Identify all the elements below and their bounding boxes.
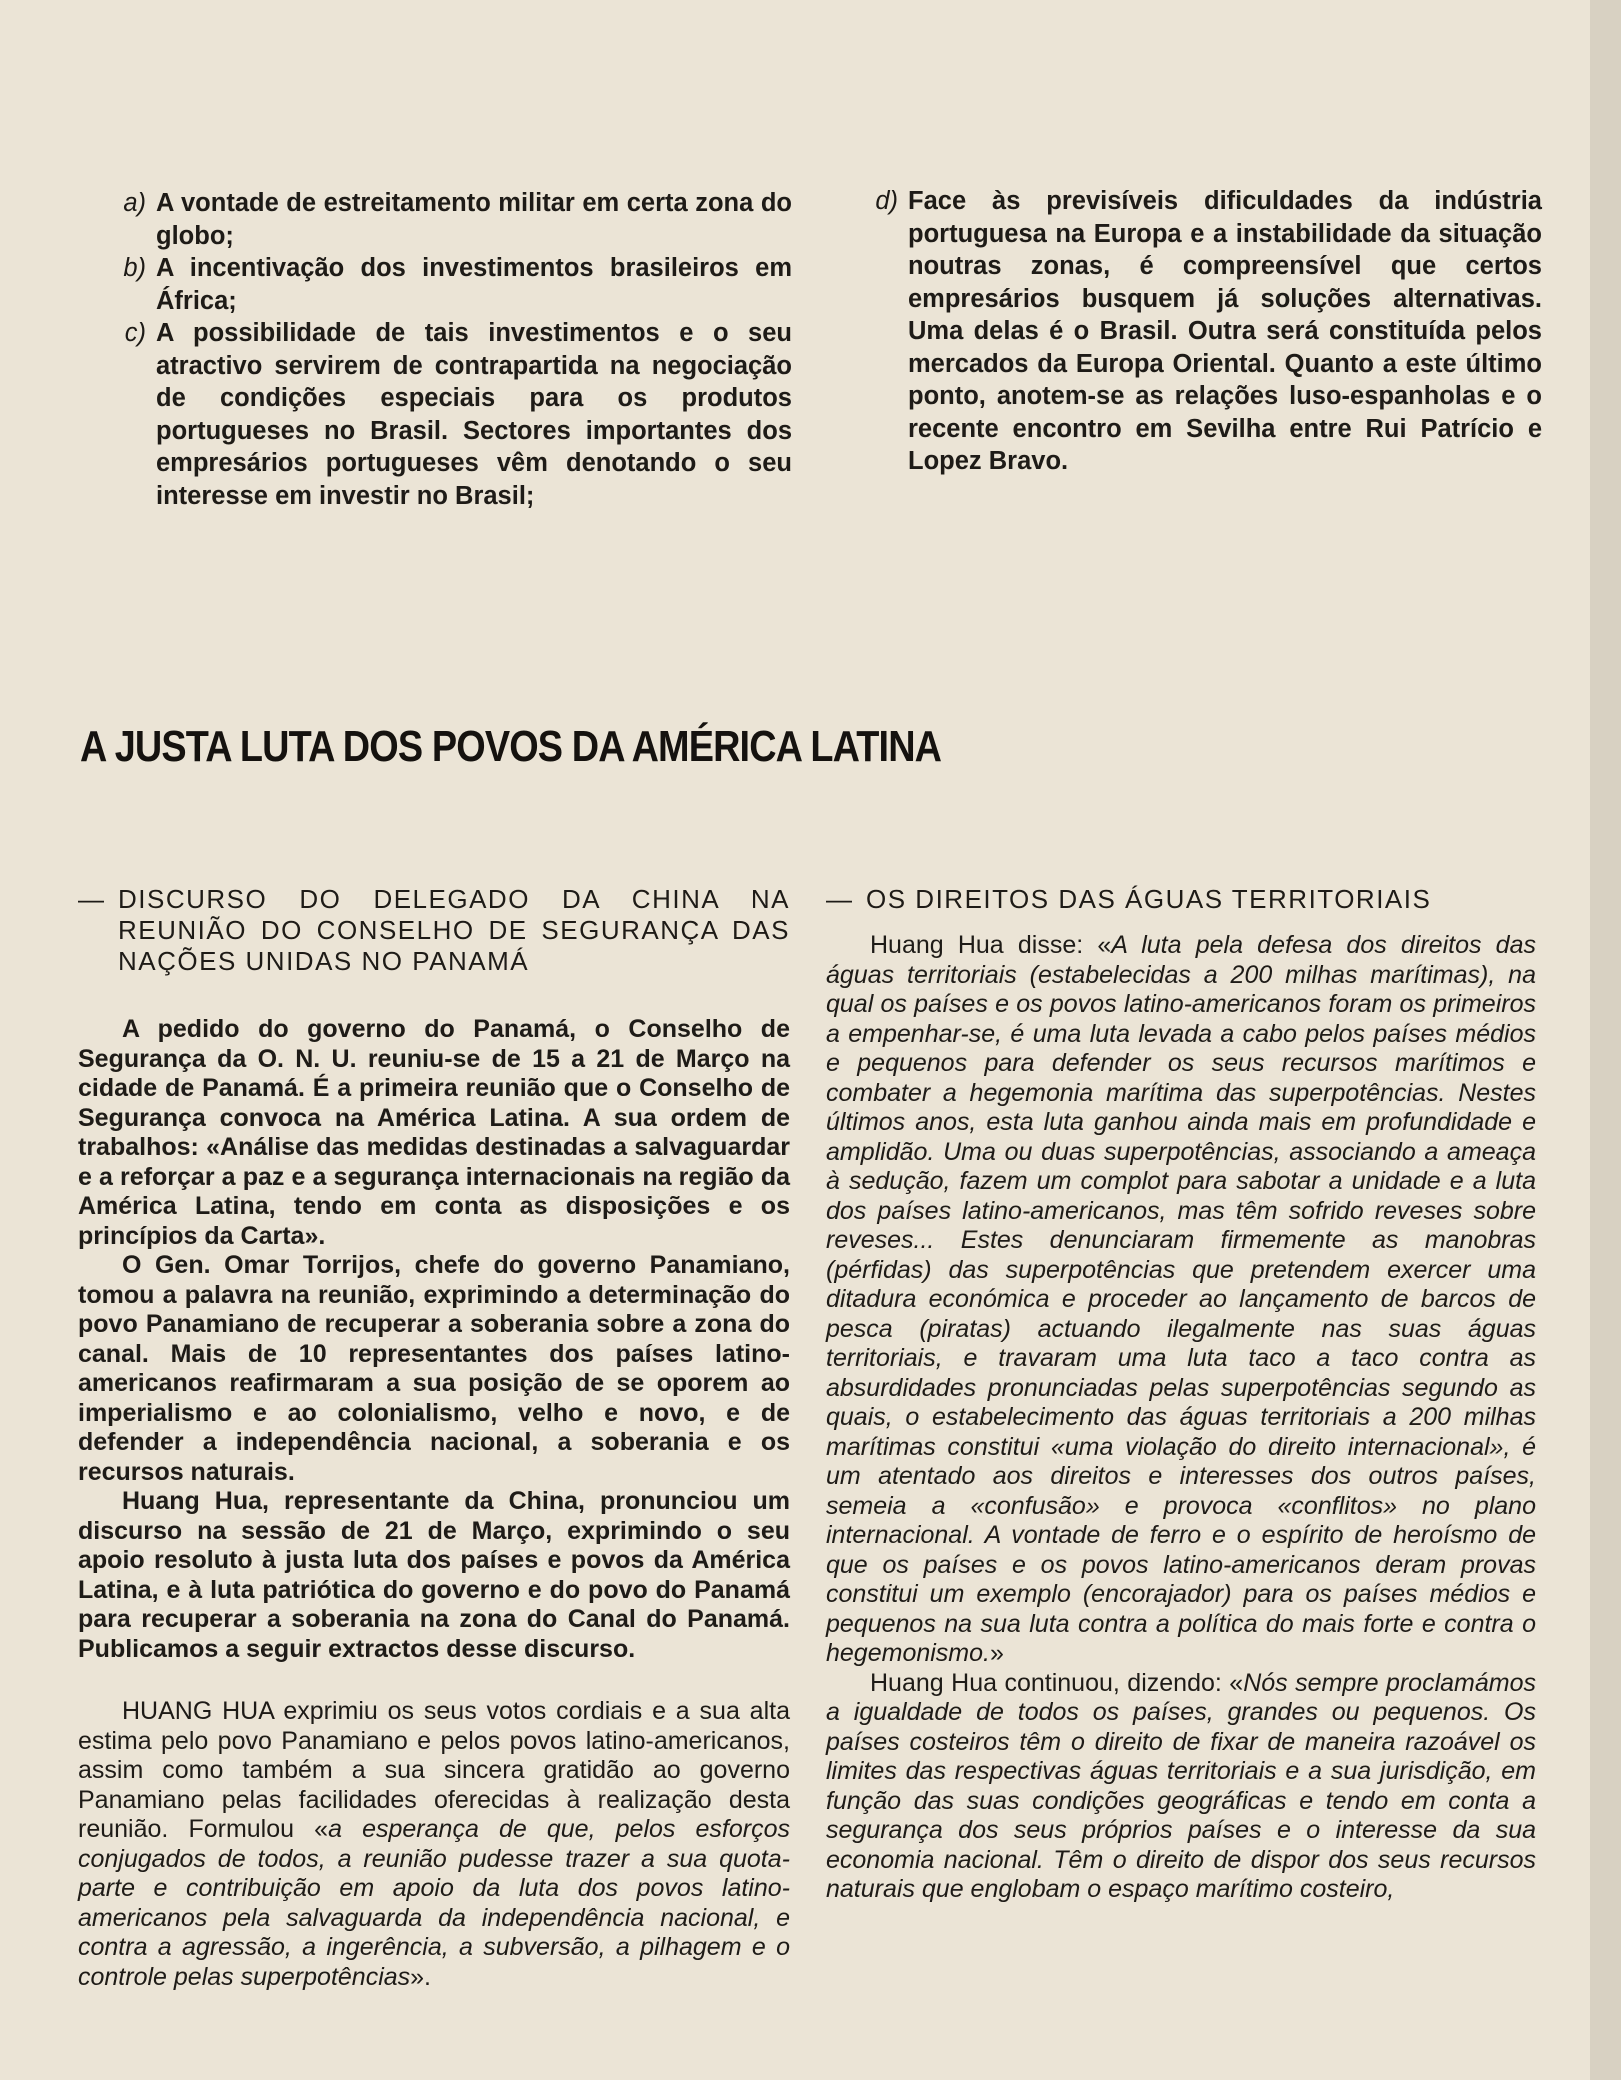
waters-paragraph-1 (826, 931, 1536, 1669)
page-edge (1590, 0, 1621, 2080)
list-text: A possibilidade de tais investimentos e o seu atractivo servirem de contrapartida na negociação de condições especiais para os produtos portugueses no Brasil. Sectores importantes dos empresários portugueses vêm denotando o seu interesse em investir no Brasil; (156, 319, 792, 510)
subhead-dash: — (826, 884, 854, 914)
list-text: Face às previsíveis dificuldades da indústria portuguesa na Europa e a instabilidade da situação noutras zonas, é compreensível que certos empresários busquem já soluções alternativas. Uma delas é o Brasil. Outra será constituída pelos mercados da Europa Oriental. Quanto a este último ponto, anotem-se as relações luso-espanholas e o recente encontro em Sevilha entre Rui Patrício e Lopez Bravo. (908, 187, 1542, 475)
speech-quote: a esperança de que, pelos esforços conjugados de todos, a reunião pudesse trazer a sua quota-parte e contribuição em apoio da luta dos povos latino-americanos pela salvaguarda da independência nacional, e contra a agressão, a ingerência, a subversão, a pilhagem e o controle pelas superpotências (78, 1815, 791, 1991)
list-letter: a) (123, 189, 146, 217)
right-subhead (826, 884, 1536, 915)
left-column (78, 884, 790, 1992)
list-item-b (110, 252, 792, 317)
list-item-d (862, 185, 1542, 478)
waters-quote: A luta pela defesa dos direitos das águas territoriais (estabelecidas a 200 milhas marítimas), na qual os países e os povos latino-americanos foram os primeiros a empenhar-se, é uma luta levada a cabo pelos países médios e pequenos para defender os seus recursos marítimos e combater a hegemonia marítima das superpotências. Nestes últimos anos, esta luta ganhou ainda mais em profundidade e amplidão. Uma ou duas superpotências, associando a ameaça à sedução, fazem um complot para sabotar a unidade e a luta dos países latino-americanos, mas têm sofrido reveses sobre reveses... Estes denunciaram firmemente as manobras (pérfidas) das superpotências que pretendem exercer uma ditadura económica e proceder ao lançamento de barcos de pesca (piratas) actuando ilegalmente nas suas águas territoriais, e travaram uma luta taco a taco contra as absurdidades pronunciadas pelas superpotências segundo as quais, o estabelecimento das águas territoriais a 200 milhas marítimas constitui «uma violação do direito internacional», é um atentado aos direitos e interesses dos outros países, semeia a «confusão» e provoca «conflitos» no plano internacional. A vontade de ferro e o espírito de heroísmo de que os países e os povos latino-americanos deram provas constitui um exemplo (encorajador) para os países médios e pequenos na sua luta contra a política do mais forte e contra o hegemonismo. (826, 931, 1536, 1667)
speech-quote-end: ». (410, 1962, 432, 1991)
intro-paragraph-1: A pedido do governo do Panamá, o Conselho de Segurança da O. N. U. reuniu-se de 15 a 21 de Março na cidade de Panamá. É a primeira reunião que o Conselho de Segurança convoca na América Latina. A sua ordem de trabalhos: «Análise das medidas destinadas a salvaguardar e a reforçar a paz e a segurança internacionais na região da América Latina, tendo em conta as disposições e os princípios da Carta». (78, 1015, 790, 1250)
subhead-text: OS DIREITOS DAS ÁGUAS TERRITORIAIS (866, 884, 1432, 914)
subhead-text: DISCURSO DO DELEGADO DA CHINA NA REUNIÃO DO CONSELHO DE SEGURANÇA DAS NAÇÕES UNIDAS NO PANAMÁ (118, 884, 790, 976)
speech-paragraph-1 (78, 1697, 790, 1992)
left-subhead (78, 884, 790, 977)
list-item-a (110, 187, 792, 252)
waters-text: Huang Hua disse: « (870, 931, 1112, 959)
waters-text: Huang Hua continuou, dizendo: « (870, 1668, 1244, 1697)
intro-paragraph-3: Huang Hua, representante da China, pronunciou um discurso na sessão de 21 de Março, exprimindo o seu apoio resoluto à justa luta dos países e povos da América Latina, e à luta patriótica do governo e do povo do Panamá para recuperar a soberania na zona do Canal do Panamá. Publicamos a seguir extractos desse discurso. (78, 1487, 790, 1663)
waters-quote: Nós sempre proclamámos a igualdade de todos os países, grandes ou pequenos. Os países costeiros têm o direito de fixar de maneira razoável os limites das respectivas águas territoriais e a sua jurisdição, em função das suas condições geográficas e tendo em conta a segurança dos seus próprios países e o interesse da sua economia nacional. Têm o direito de dispor dos seus recursos naturais que englobam o espaço marítimo costeiro, (826, 1668, 1537, 1903)
waters-quote-end: » (989, 1639, 1004, 1667)
subhead-dash: — (78, 884, 106, 914)
intro-paragraph-2: O Gen. Omar Torrijos, chefe do governo Panamiano, tomou a palavra na reunião, exprimindo a determinação do povo Panamiano de recuperar a soberania sobre a zona do canal. Mais de 10 representantes dos países latino-americanos reafirmaram a sua posição de se oporem ao imperialismo e ao colonialismo, velho e novo, e de defender a independência nacional, a soberania e os recursos naturais. (78, 1251, 790, 1486)
list-text: A vontade de estreitamento militar em certa zona do globo; (156, 189, 792, 250)
list-text: A incentivação dos investimentos brasileiros em África; (156, 254, 792, 315)
waters-paragraph-2 (826, 1669, 1536, 1905)
article-headline: A JUSTA LUTA DOS POVOS DA AMÉRICA LATINA (80, 722, 942, 771)
right-column (826, 884, 1536, 1905)
list-letter: d) (875, 187, 898, 215)
speech-text: HUANG HUA exprimiu os seus votos cordiais e a sua alta estima pelo povo Panamiano e pelos povos latino-americanos, assim como também a sua sincera gratidão ao governo Panamiano pelas facilidades oferecidas à realização desta reunião. Formulou « (78, 1697, 790, 1843)
top-left-list (110, 187, 792, 512)
list-letter: c) (124, 319, 146, 347)
list-item-c (110, 317, 792, 512)
top-right-list (862, 185, 1542, 478)
list-letter: b) (123, 254, 146, 282)
